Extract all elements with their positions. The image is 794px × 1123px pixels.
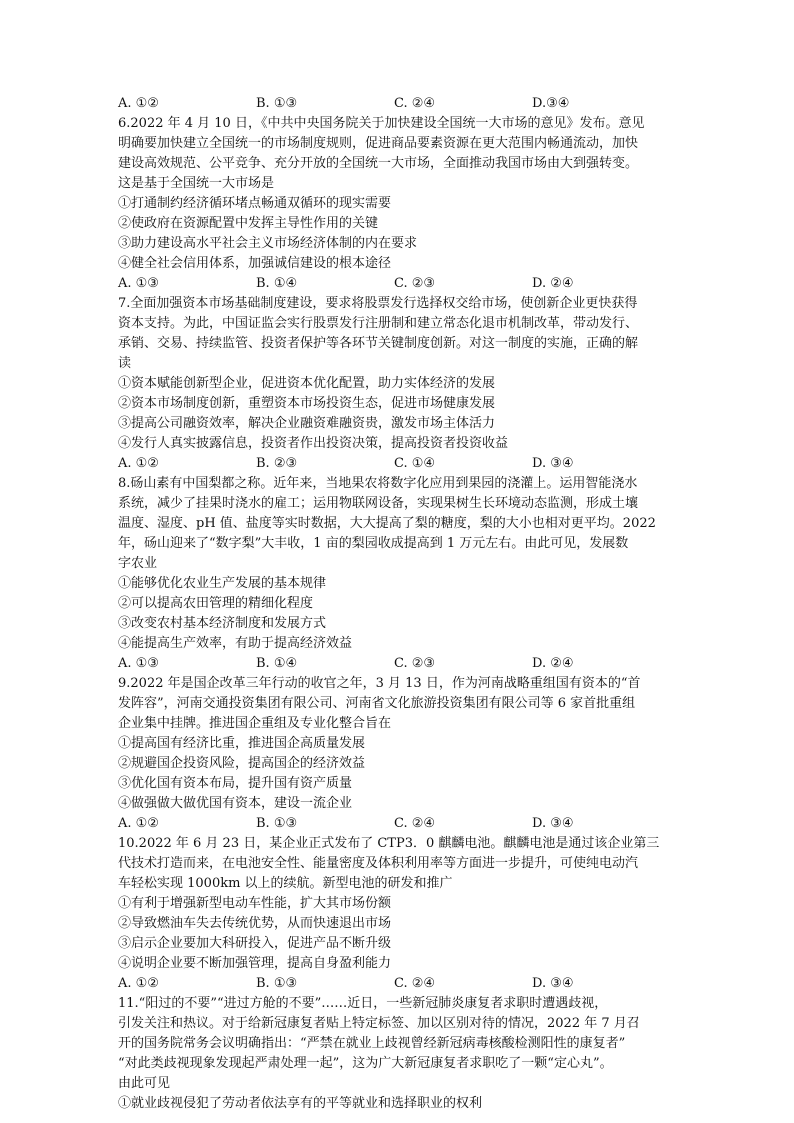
option-a: A. ①③ [118, 656, 159, 671]
question-7 [118, 294, 678, 474]
question-content [118, 94, 678, 1114]
question-8 [118, 474, 678, 674]
question-stem-line: “对此类歧视现象发现起严肃处理一起”，这为广大新冠康复者求职吃了一颗“定心丸”。 [118, 1056, 613, 1071]
question-stem-line: 9.2022 年是国企改革三年行动的收官之年，3 月 13 日，作为河南战略重组国有资本的“首 [118, 676, 641, 691]
statement-item: ③改变农村基本经济制度和发展方式 [118, 616, 327, 631]
q7-options [118, 454, 678, 474]
statement-item: ③助力建设高水平社会主义市场经济体制的内在要求 [118, 236, 418, 251]
option-b: B. ①③ [256, 816, 298, 831]
statement-item: ②规避国企投资风险，提高国企的经济效益 [118, 756, 366, 771]
question-stem-line: 由此可见 [118, 1076, 171, 1091]
q6-options [118, 274, 678, 294]
statement-item: ①打通制约经济循环堵点畅通双循环的现实需要 [118, 196, 392, 211]
statement-item: ①有利于增强新型电动车性能，扩大其市场份额 [118, 896, 392, 911]
statement-item: ④做强做大做优国有资本，建设一流企业 [118, 796, 353, 811]
question-11 [118, 994, 678, 1114]
option-d: D. ②④ [532, 656, 574, 671]
option-b: B. ①③ [256, 976, 298, 991]
q8-options [118, 654, 678, 674]
question-stem-line: 代技术打造而来，在电池安全性、能量密度及体积利用率等方面进一步提升，可使纯电动汽 [118, 856, 639, 871]
statement-item: ④能提高生产效率，有助于提高经济效益 [118, 636, 353, 651]
option-c: C. ②④ [394, 96, 436, 111]
question-stem-line: 资本支持。为此，中国证监会实行股票发行注册制和建立常态化退市机制改革，带动发行、 [118, 316, 639, 331]
option-b: B. ①③ [256, 96, 298, 111]
statement-item: ④健全社会信用体系，加强诚信建设的根本途径 [118, 256, 392, 271]
statement-item: ②导致燃油车失去传统优势，从而快速退出市场 [118, 916, 392, 931]
question-stem-line: 发阵容”，河南交通投资集团有限公司、河南省文化旅游投资集团有限公司等 6 家首批重组 [118, 696, 636, 711]
statement-item: ①能够优化农业生产发展的基本规律 [118, 576, 327, 591]
question-stem-line: 系统，减少了挂果时浇水的雇工；运用物联网设备，实现果树生长环境动态监测，形成土壤 [118, 496, 639, 511]
option-d: D. ③④ [532, 456, 574, 471]
statement-item: ②资本市场制度创新，重塑资本市场投资生态，促进市场健康发展 [118, 396, 496, 411]
option-b: B. ②③ [256, 456, 298, 471]
q10-options [118, 974, 678, 994]
statement-item: ③提高公司融资效率，解决企业融资难融资贵，激发市场主体活力 [118, 416, 496, 431]
question-stem-line: 开的国务院常务会议明确指出：“严禁在就业上歧视曾经新冠病毒核酸检测阳性的康复者” [118, 1036, 626, 1051]
statement-item: ①就业歧视侵犯了劳动者依法享有的平等就业和选择职业的权利 [118, 1096, 483, 1111]
question-stem-line: 年，砀山迎来了“数字梨”大丰收，1 亩的梨园收成提高到 1 万元左右。由此可见，发展数 [118, 536, 629, 551]
question-stem-line: 建设高效规范、公平竞争、充分开放的全国统一大市场，全面推动我国市场由大到强转变。 [118, 156, 639, 171]
question-stem-line: 8.砀山素有中国梨都之称。近年来，当地果农将数字化应用到果园的浇灌上。运用智能浇水 [118, 476, 638, 491]
option-b: B. ①④ [256, 276, 298, 291]
question-stem-line: 企业集中挂牌。推进国企重组及专业化整合旨在 [118, 716, 392, 731]
q9-options [118, 814, 678, 834]
statement-item: ②使政府在资源配置中发挥主导性作用的关键 [118, 216, 379, 231]
option-a: A. ①② [118, 976, 159, 991]
question-stem-line: 承销、交易、持续监管、投资者保护等各环节关键制度创新。对这一制度的实施，正确的解 [118, 336, 639, 351]
question-9 [118, 674, 678, 834]
q5-options [118, 94, 678, 114]
statement-item: ③优化国有资本布局，提升国有资产质量 [118, 776, 353, 791]
question-stem-line: 7.全面加强资本市场基础制度建设，要求将股票发行选择权交给市场，使创新企业更快获得 [118, 296, 638, 311]
statement-item: ②可以提高农田管理的精细化程度 [118, 596, 314, 611]
option-a: A. ①② [118, 456, 159, 471]
option-c: C. ②④ [394, 976, 436, 991]
option-c: C. ①④ [394, 456, 436, 471]
option-c: C. ②③ [394, 656, 436, 671]
question-stem-line: 车轻松实现 1000km 以上的续航。新型电池的研发和推广 [118, 876, 453, 891]
option-d: D.③④ [532, 96, 570, 111]
option-d: D. ③④ [532, 816, 574, 831]
statement-item: ④说明企业要不断加强管理，提高自身盈利能力 [118, 956, 392, 971]
question-stem-line: 读 [118, 356, 132, 371]
option-b: B. ①④ [256, 656, 298, 671]
statement-item: ①提高国有经济比重，推进国企高质量发展 [118, 736, 366, 751]
option-d: D. ③④ [532, 976, 574, 991]
question-stem-line: 10.2022 年 6 月 23 日，某企业正式发布了 CTP3．0 麒麟电池。麒麟电池是通过该企业第三 [118, 836, 660, 851]
question-stem-line: 引发关注和热议。对于给新冠康复者贴上特定标签、加以区别对待的情况，2022 年 7 月召 [118, 1016, 640, 1031]
question-10 [118, 834, 678, 994]
statement-item: ④发行人真实披露信息，投资者作出投资决策，提高投资者投资收益 [118, 436, 509, 451]
question-stem-line: 这是基于全国统一大市场是 [118, 176, 275, 191]
question-6 [118, 114, 678, 294]
option-c: C. ②③ [394, 276, 436, 291]
option-a: A. ①② [118, 96, 159, 111]
question-stem-line: 温度、湿度、pH 值、盐度等实时数据，大大提高了梨的糖度，梨的大小也相对更平均。2022 [118, 516, 656, 531]
statement-item: ③启示企业要加大科研投入，促进产品不断升级 [118, 936, 392, 951]
option-d: D. ②④ [532, 276, 574, 291]
statement-item: ①资本赋能创新型企业，促进资本优化配置，助力实体经济的发展 [118, 376, 496, 391]
option-a: A. ①③ [118, 276, 159, 291]
question-stem-line: 6.2022 年 4 月 10 日，《中共中央国务院关于加快建设全国统一大市场的意见》发布。意见 [118, 116, 645, 131]
option-a: A. ①② [118, 816, 159, 831]
option-c: C. ②④ [394, 816, 436, 831]
question-stem-line: 字农业 [118, 556, 158, 571]
question-stem-line: 明确要加快建立全国统一的市场制度规则，促进商品要素资源在更大范围内畅通流动，加快 [118, 136, 639, 151]
question-stem-line: 11.“阳过的不要”“进过方舱的不要”……近日，一些新冠肺炎康复者求职时遭遇歧视， [118, 996, 608, 1011]
